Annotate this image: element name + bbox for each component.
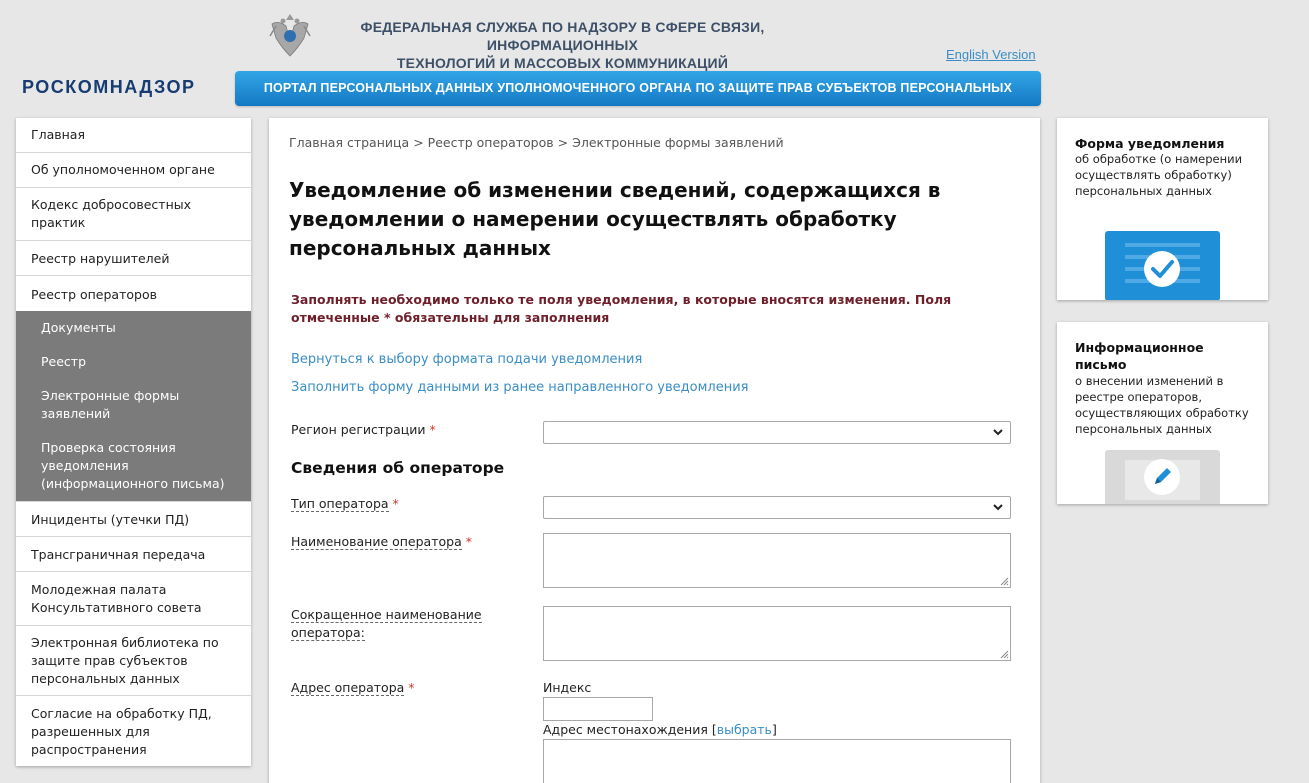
operator-name-label-text[interactable]: Наименование оператора <box>291 534 462 549</box>
operator-name-textarea[interactable] <box>543 533 1011 588</box>
breadcrumb-separator: > <box>413 135 424 150</box>
short-name-textarea[interactable] <box>543 606 1011 661</box>
required-fields-notice: Заполнять необходимо только те поля уведомления, в которые вносятся изменения. Поля отмеченные * обязательны для заполнения <box>291 292 952 325</box>
resize-grip-icon[interactable] <box>1000 577 1009 586</box>
choose-address-link[interactable]: выбрать <box>716 722 772 737</box>
agency-name-line2: ТЕХНОЛОГИЙ И МАССОВЫХ КОММУНИКАЦИЙ <box>396 55 729 71</box>
info-letter-card-title: Информационное письмо <box>1075 340 1204 372</box>
sidebar-item-about[interactable]: Об уполномоченном органе <box>16 152 251 187</box>
roskomnadzor-logo[interactable]: РОСКОМНАДЗОР <box>22 77 196 97</box>
info-letter-card-text: о внесении изменений в реестре операторов, осуществляющих обработку персональных данных <box>1075 374 1249 436</box>
location-address-textarea[interactable] <box>543 739 1011 783</box>
index-input[interactable] <box>543 697 653 721</box>
sidebar-submenu <box>16 311 251 501</box>
sidebar-item-violators-registry[interactable]: Реестр нарушителей <box>16 240 251 275</box>
breadcrumb-current: Электронные формы заявлений <box>572 135 784 150</box>
check-icon <box>1105 231 1220 300</box>
english-version-link[interactable]: English Version <box>946 47 1036 62</box>
sidebar-subitem-registry[interactable]: Реестр <box>41 354 87 369</box>
main-content <box>269 118 1040 783</box>
notification-card-title: Форма уведомления <box>1075 136 1225 151</box>
sidebar-item-operators-registry[interactable]: Реестр операторов <box>16 275 251 311</box>
operator-type-label-text[interactable]: Тип оператора <box>291 496 389 511</box>
required-mark: * <box>429 422 436 437</box>
sidebar-item-youth-chamber[interactable]: Молодежная палата Консультативного совета <box>16 571 251 625</box>
location-address-label-text: Адрес местонахождения <box>543 722 708 737</box>
resize-grip-icon[interactable] <box>1000 650 1009 659</box>
sidebar-item-e-library[interactable]: Электронная библиотека по защите прав субъектов персональных данных <box>16 625 251 695</box>
index-label: Индекс <box>543 680 592 695</box>
coat-of-arms-emblem <box>268 12 312 58</box>
agency-name <box>320 18 805 72</box>
location-address-label: Адрес местонахождения [выбрать] <box>543 722 777 737</box>
short-name-label <box>291 606 491 642</box>
region-label-text: Регион регистрации <box>291 422 426 437</box>
short-name-label-text[interactable]: Сокращенное наименование оператора: <box>291 607 482 640</box>
operator-type-select[interactable] <box>543 496 1011 519</box>
info-letter-card[interactable] <box>1057 322 1268 504</box>
notification-card-text: об обработке (о намерении осуществлять обработку) персональных данных <box>1075 152 1243 198</box>
sidebar-item-home[interactable]: Главная <box>31 127 85 142</box>
back-to-format-link[interactable]: Вернуться к выбору формата подачи уведомления <box>291 352 643 367</box>
sidebar-subitem-electronic-forms[interactable]: Электронные формы заявлений <box>41 388 180 421</box>
sidebar-item-consent[interactable]: Согласие на обработку ПД, разрешенных для распространения <box>16 695 251 766</box>
sidebar-item-cross-border[interactable]: Трансграничная передача <box>16 536 251 571</box>
sidebar-subitem-status-check[interactable]: Проверка состояния уведомления (информационного письма) <box>41 440 225 491</box>
breadcrumb-operators-registry[interactable]: Реестр операторов <box>427 135 554 150</box>
pencil-icon <box>1105 450 1220 504</box>
portal-title-bar[interactable]: ПОРТАЛ ПЕРСОНАЛЬНЫХ ДАННЫХ УПОЛНОМОЧЕННОГО ОРГАНА ПО ЗАЩИТЕ ПРАВ СУБЪЕКТОВ ПЕРСОНАЛЬНЫХ <box>235 71 1041 106</box>
notification-form-card[interactable] <box>1057 118 1268 300</box>
sidebar-item-code-of-practice[interactable]: Кодекс добросовестных практик <box>16 187 251 240</box>
operator-section-heading: Сведения об операторе <box>291 459 505 477</box>
sidebar-nav <box>16 118 251 766</box>
breadcrumb-separator: > <box>557 135 569 150</box>
operator-name-label <box>291 533 472 551</box>
operator-address-label <box>291 679 415 697</box>
breadcrumb-home[interactable]: Главная страница <box>289 135 410 150</box>
sidebar-subitem-documents[interactable]: Документы <box>41 320 116 335</box>
fill-from-previous-link[interactable]: Заполнить форму данными из ранее направленного уведомления <box>291 380 749 395</box>
breadcrumb <box>289 135 784 150</box>
required-mark: * <box>392 496 399 511</box>
region-label <box>291 421 436 439</box>
page-title: Уведомление об изменении сведений, содержащихся в уведомлении о намерении осуществлять обработку персональных данных <box>289 178 941 260</box>
required-mark: * <box>408 680 415 695</box>
required-mark: * <box>465 534 472 549</box>
region-select[interactable] <box>543 421 1011 444</box>
operator-address-label-text[interactable]: Адрес оператора <box>291 680 405 695</box>
agency-name-line1: ФЕДЕРАЛЬНАЯ СЛУЖБА ПО НАДЗОРУ В СФЕРЕ СВЯЗИ, ИНФОРМАЦИОННЫХ <box>360 19 765 53</box>
chevron-down-icon <box>992 501 1004 513</box>
chevron-down-icon <box>992 426 1004 438</box>
sidebar-item-incidents[interactable]: Инциденты (утечки ПД) <box>16 501 251 536</box>
operator-type-label <box>291 495 399 513</box>
